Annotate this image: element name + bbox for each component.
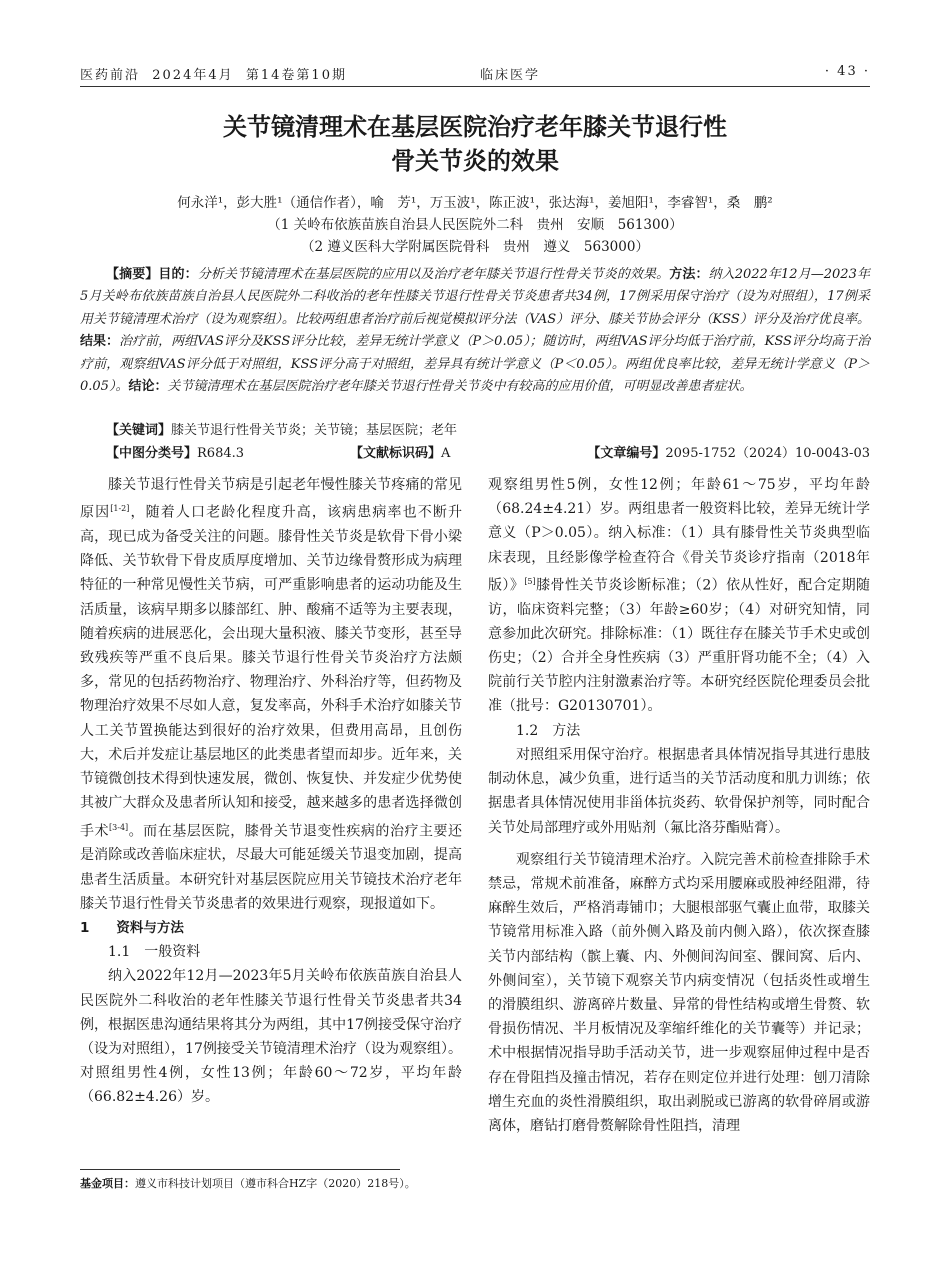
method-label: 方法： xyxy=(669,267,709,282)
clc-group xyxy=(106,443,244,465)
keywords-label: 【关键词】 xyxy=(106,423,172,438)
observation-method-paragraph: 观察组行关节镜清理术治疗。入院完善术前检查排除手术禁忌，常规术前准备，麻醉方式均采用腰麻或股神经阻滞，待麻醉生效后，严格消毒铺巾；大腿根部驱气囊止血带，取膝关节镜常用标准入路（前外侧入路及前内侧入路），依次探查膝关节内部结构（髌上囊、内、外侧间沟间室、髁间窝、后内、外侧间室），关节镜下观察关节内病变情况（包括炎性或增生的滑膜组织、游离碎片数量、异常的骨性结构或增生骨赘、软骨损伤情况、半月板情况及挛缩纤维化的关节囊等）并记录；术中根据情况指导助手活动关节，进一步观察屈伸过程中是否存在骨阻挡及撞击情况，若存在则定位并进行处理：刨刀清除增生充血的炎性滑膜组织，取出剥脱或已游离的软骨碎屑或游离体，磨钻打磨骨赘解除骨性阻挡，清理 xyxy=(488,851,870,1134)
result-text: 治疗前，两组VAS评分及KSS评分比较，差异无统计学意义（P＞0.05）；随访时，两组VAS评分均低于治疗前，KSS评分均高于治疗前，观察组VAS评分低于对照组，KSS评分高于对照组，差异具有统计学意义（P＜0.05）。两组优良率比较，差异无统计学意义（P＞0.05）。 xyxy=(80,334,870,395)
section-name: 临床医学 xyxy=(480,68,541,83)
abstract-paragraph xyxy=(80,264,870,398)
funding-label: 基金项目： xyxy=(80,1177,135,1190)
abstract-label: 【摘要】 xyxy=(106,267,159,282)
title-line-2: 骨关节炎的效果 xyxy=(391,147,559,175)
method-text: 纳入2022年12月—2023年5月关岭布依族苗族自治县人民医院外二科收治的老年性膝关节退行性骨关节炎患者共34例，17例采用保守治疗（设为对照组），17例采用关节镜清理术治疗（设为观察组）。比较两组患者治疗前后视觉模拟评分法（VAS）评分、膝关节协会评分（KSS）评分及治疗优良率。 xyxy=(80,267,870,327)
article-no-value: 2095-1752（2024）10-0043-03 xyxy=(665,446,870,461)
subsection-heading-1-2: 1.2 方法 xyxy=(516,722,581,739)
article-title xyxy=(80,110,870,178)
result-label: 结果： xyxy=(80,334,120,350)
general-data-paragraph: 纳入2022年12月—2023年5月关岭布依族苗族自治县人民医院外二科收治的老年性膝关节退行性骨关节炎患者共34例，根据医患沟通结果将其分为两组，其中17例接受保守治疗（设为对照组），17例接受关节镜清理术治疗（设为观察组）。对照组男性4例，女性13例；年龄60～72岁，平均年龄（66.82±4.26）岁。 xyxy=(80,968,462,1106)
author-block xyxy=(80,192,870,258)
clc-value: R684.3 xyxy=(197,446,245,461)
footnote-rule xyxy=(80,1169,400,1170)
citation-ref: [1-2] xyxy=(110,504,130,514)
citation-ref: [5] xyxy=(524,576,536,586)
intro-text-c: 。而在基层医院，膝骨关节退变性疾病的治疗主要还是消除或改善临床症状，尽最大可能延缓关节退变加剧，提高患者生活质量。本研究针对基层医院应用关节镜技术治疗老年膝关节退行性骨关节炎患者的效果进行观察，现报道如下。 xyxy=(80,823,462,912)
doc-code-group xyxy=(350,443,450,465)
criteria-text-a: 观察组男性5例，女性12例；年龄61～75岁，平均年龄（68.24±4.21）岁。两组患者一般资料比较，差异无统计学意义（P＞0.05）。纳入标准：（1）具有膝骨性关节炎典型临床表现，且经影像学检查符合《骨关节炎诊疗指南（2018年版）》 xyxy=(488,477,870,594)
journal-info: 医药前沿 2024年4月 第14卷第10期 xyxy=(80,68,347,83)
control-method-paragraph: 对照组采用保守治疗。根据患者具体情况指导其进行患肢制动休息，减少负重，进行适当的关节活动度和肌力训练；依据患者具体情况使用非甾体抗炎药、软骨保护剂等，同时配合关节处局部理疗或外用贴剂（氟比洛芬酯贴膏）。 xyxy=(488,746,870,836)
objective-label: 目的： xyxy=(158,267,198,282)
funding-text: 遵义市科技计划项目（遵市科合HZ字（2020）218号）。 xyxy=(135,1177,416,1190)
intro-paragraph xyxy=(80,473,462,916)
section-heading-1: 1 资料与方法 xyxy=(80,919,184,936)
page-number: · 43 · xyxy=(824,64,870,79)
right-column xyxy=(488,473,870,1138)
intro-text-b: ，随着人口老龄化程度升高，该病患病率也不断升高，现已成为备受关注的问题。膝骨性关节炎是软骨下骨小梁降低、关节软骨下骨皮质厚度增加、关节边缘骨赘形成为病理特征的一种常见慢性关节病，可严重影响患者的运动功能及生活质量，该病早期多以膝部红、肿、酸痛不适等为主要表现，随着疾病的进展恶化，会出现大量积液、膝关节变形，甚至导致残疾等严重不良后果。膝关节退行性骨关节炎治疗方法颇多，常见的包括药物治疗、物理治疗、外科治疗等，但药物及物理治疗效果不尽如人意，复发率高，外科手术治疗如膝关节人工关节置换能达到很好的治疗效果，但费用高昂，且创伤大，术后并发症让基层地区的此类患者望而却步。近年来，关节镜微创技术得到快速发展，微创、恢复快、并发症少优势使其被广大群众及患者所认知和接受，越来越多的患者选择微创手术 xyxy=(80,504,463,840)
affiliation-1: （1 关岭布依族苗族自治县人民医院外二科 贵州 安顺 561300） xyxy=(267,217,683,233)
keywords xyxy=(80,420,870,442)
objective-text: 分析关节镜清理术在基层医院的应用以及治疗老年膝关节退行性骨关节炎的效果。 xyxy=(197,267,670,282)
article-no-group xyxy=(587,443,870,465)
citation-ref: [3-4] xyxy=(109,822,129,832)
keywords-text: 膝关节退行性骨关节炎；关节镜；基层医院；老年 xyxy=(171,423,458,438)
doc-code-value: A xyxy=(441,446,451,461)
intro-text-a: 膝关节退行性骨关节病是引起老年慢性膝关节疼痛的常见原因 xyxy=(80,477,462,521)
conclusion-text: 关节镜清理术在基层医院治疗老年膝关节退行性骨关节炎中有较高的应用价值，可明显改善患者症状。 xyxy=(167,379,753,395)
author-names: 何永洋¹，彭大胜¹（通信作者），喻 芳¹，万玉波¹，陈正波¹，张达海¹，姜旭阳¹，李睿智¹，桑 鹏² xyxy=(177,195,773,211)
classification-row xyxy=(80,443,870,465)
left-column xyxy=(80,473,462,1110)
abstract xyxy=(80,264,870,398)
clc-label: 【中图分类号】 xyxy=(106,446,198,461)
affiliation-2: （2 遵义医科大学附属医院骨科 贵州 遵义 563000） xyxy=(301,239,649,255)
doc-code-label: 【文献标识码】 xyxy=(350,446,442,461)
conclusion-label: 结论： xyxy=(128,379,168,395)
article-no-label: 【文章编号】 xyxy=(587,446,666,461)
funding-footnote xyxy=(80,1176,480,1192)
subsection-heading-1-1: 1.1 一般资料 xyxy=(108,944,201,961)
criteria-paragraph xyxy=(488,473,870,719)
criteria-text-b: 膝骨性关节炎诊断标准；（2）依从性好，配合定期随访，临床资料完整；（3）年龄≥60岁；（4）对研究知情，同意参加此次研究。排除标准：（1）既往存在膝关节手术史或创伤史；（2）合并全身性疾病（3）严重肝肾功能不全；（4）入院前行关节腔内注射激素治疗等。本研究经医院伦理委员会批准（批号：G20130701）。 xyxy=(488,577,871,715)
title-line-1: 关节镜清理术在基层医院治疗老年膝关节退行性 xyxy=(223,113,727,141)
running-header xyxy=(80,62,870,87)
